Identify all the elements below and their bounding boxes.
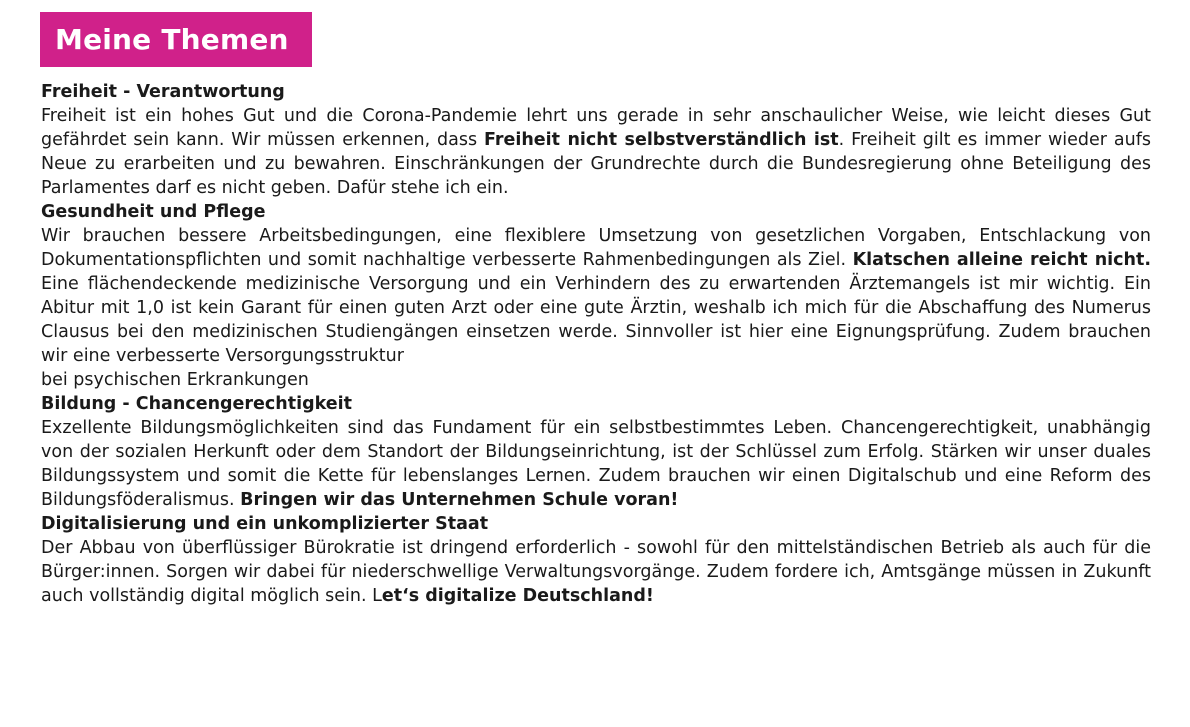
text-segment: Wir brauchen bessere Arbeitsbedingungen, eine flexiblere Umsetzung von gesetzlichen Vorgaben, Entschlackung von Dokumentationspflichten und somit nachhaltige verbesserte Rahmenbedingungen als Ziel. [41, 226, 1151, 270]
text-segment: Exzellente Bildungsmöglichkeiten sind das Fundament für ein selbstbestimmtes Leben. Chancengerechtigkeit, unabhängig von der sozialen Herkunft oder dem Standort der Bildungseinrichtung, ist der Schlüssel zum Erfolg. Stärken wir unser duales Bildungssystem und somit die Kette für lebenslanges Lernen. Zudem brauchen wir einen Digitalschub und eine Reform des Bildungsföderalismus. [41, 418, 1151, 510]
emphasis-text: Klatschen alleine reicht nicht. [852, 250, 1151, 270]
section-bildung [41, 392, 1151, 512]
section-gesundheit [41, 200, 1151, 392]
section-digitalisierung [41, 512, 1151, 608]
section-text [41, 536, 1151, 608]
text-segment: Der Abbau von überflüssiger Bürokratie ist dringend erforderlich - sowohl für den mittelständischen Betrieb als auch für die Bürger:innen. Sorgen wir dabei für niederschwellige Verwaltungsvorgänge. Zudem fordere ich, Amtsgänge müssen in Zukunft auch vollständig digital möglich sein. L [41, 538, 1151, 606]
text-segment: Eine flächendeckende medizinische Versorgung und ein Verhindern des zu erwartenden Ärztemangels ist mir wichtig. Ein Abitur mit 1,0 ist kein Garant für einen guten Arzt oder eine gute Ärztin, weshalb ich mich für die Abschaffung des Numerus Clausus bei den medizinischen Studiengängen einsetzen werde. Sinnvoller ist hier eine Eignungsprüfung. Zudem brauchen wir eine verbesserte Versorgungsstruktur [41, 274, 1151, 366]
emphasis-text: et‘s digitalize Deutschland! [381, 586, 654, 606]
page-title: Meine Themen [55, 23, 289, 56]
topics-content [41, 80, 1151, 608]
section-text [41, 224, 1151, 368]
text-segment: Freiheit ist ein hohes Gut und die Corona-Pandemie lehrt uns gerade in sehr anschaulicher Weise, wie leicht dieses Gut gefährdet sein kann. Wir müssen erkennen, dass [41, 106, 1151, 150]
section-heading: Digitalisierung und ein unkomplizierter Staat [41, 514, 489, 534]
section-heading: Bildung - Chancengerechtigkeit [41, 394, 353, 414]
section-freiheit [41, 80, 1151, 200]
section-text-tail: bei psychischen Erkrankungen [41, 370, 309, 390]
text-segment: . Freiheit gilt es immer wieder aufs Neue zu erarbeiten und zu bewahren. Einschränkungen der Grundrechte durch die Bundesregierung ohne Beteiligung des Parlamentes darf es nicht geben. Dafür stehe ich ein. [41, 130, 1151, 198]
page-title-banner [40, 12, 312, 67]
section-heading: Freiheit - Verantwortung [41, 82, 285, 102]
emphasis-text: Bringen wir das Unternehmen Schule voran! [240, 490, 679, 510]
section-text [41, 416, 1151, 512]
section-heading: Gesundheit und Pflege [41, 202, 266, 222]
emphasis-text: Freiheit nicht selbstverständlich ist [484, 130, 839, 150]
section-text [41, 104, 1151, 200]
